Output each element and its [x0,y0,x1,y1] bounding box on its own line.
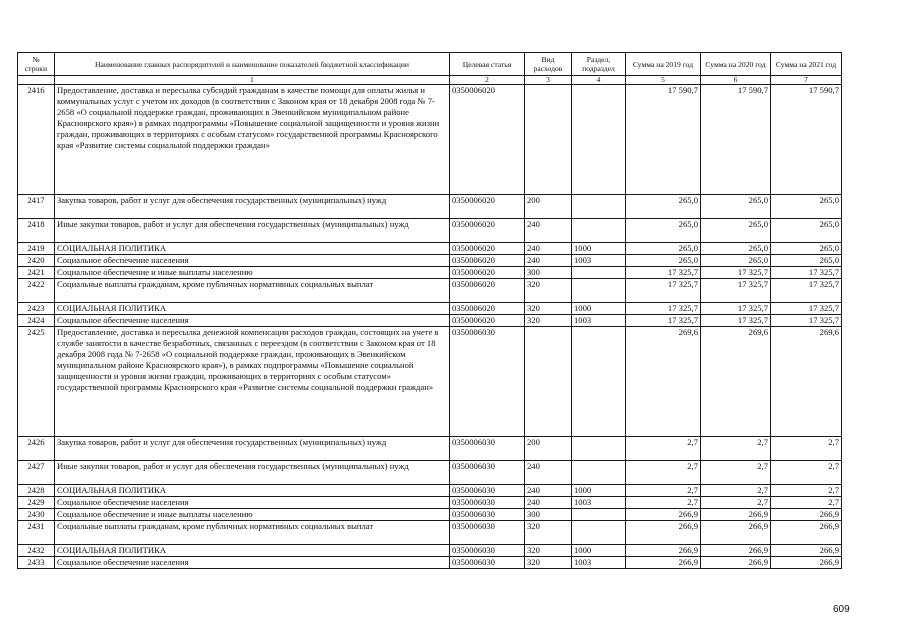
row-amount-2021: 266,9 [771,557,842,569]
row-section [572,85,626,195]
row-target-code: 0350006020 [450,279,525,303]
row-amount-2020: 17 325,7 [701,279,771,303]
row-name: Социальное обеспечение и иные выплаты населению [55,509,450,521]
row-target-code: 0350006030 [450,557,525,569]
table-row [18,509,842,521]
header-2020: Сумма на 2020 год [701,53,771,76]
table-row [18,195,842,219]
row-expense-kind: 200 [525,195,572,219]
row-amount-2020: 265,0 [701,195,771,219]
row-target-code: 0350006020 [450,243,525,255]
row-amount-2020: 17 590,7 [701,85,771,195]
row-amount-2019: 266,9 [626,545,701,557]
row-amount-2021: 2,7 [771,461,842,485]
row-expense-kind: 240 [525,255,572,267]
row-amount-2021: 17 325,7 [771,267,842,279]
row-number: 2427 [18,461,55,485]
row-number: 2419 [18,243,55,255]
row-amount-2021: 265,0 [771,255,842,267]
row-name: Социальное обеспечение населения [55,255,450,267]
row-amount-2021: 2,7 [771,485,842,497]
table-row [18,521,842,545]
column-number: 7 [771,76,842,85]
row-target-code: 0350006030 [450,327,525,437]
row-amount-2021: 265,0 [771,243,842,255]
column-number: 6 [701,76,771,85]
row-amount-2021: 266,9 [771,521,842,545]
row-amount-2020: 266,9 [701,509,771,521]
row-section [572,327,626,437]
table-row [18,327,842,437]
header-kind: Вид расходов [525,53,572,76]
row-expense-kind: 320 [525,315,572,327]
row-amount-2021: 266,9 [771,509,842,521]
row-number: 2423 [18,303,55,315]
column-number: 4 [572,76,626,85]
row-name: Социальные выплаты гражданам, кроме публичных нормативных социальных выплат [55,521,450,545]
row-target-code: 0350006030 [450,437,525,461]
table-row [18,267,842,279]
row-name: Закупка товаров, работ и услуг для обеспечения государственных (муниципальных) нужд [55,437,450,461]
row-expense-kind: 240 [525,219,572,243]
row-name: Предоставление, доставка и пересылка денежной компенсации расходов граждан, состоящих на учете в службе занятости в качестве безработных, связанных с переездом (в соответствии с Законом края от 18 декабря 2008 года № 7-2658 «О социальной поддержке граждан, проживающих в Эвенкийском муниципальном районе Красноярского края»), в рамках подпрограммы «Повышение социальной защищенности и уровня жизни граждан, проживающих в территориях с особым статусом» государственной программы Красноярского края «Развитие системы социальной поддержки граждан» [55,327,450,437]
row-amount-2020: 266,9 [701,557,771,569]
row-name: Социальные выплаты гражданам, кроме публичных нормативных социальных выплат [55,279,450,303]
row-section: 1003 [572,497,626,509]
row-expense-kind: 240 [525,243,572,255]
row-amount-2021: 2,7 [771,437,842,461]
row-amount-2021: 2,7 [771,497,842,509]
row-number: 2425 [18,327,55,437]
row-section: 1000 [572,303,626,315]
row-number: 2426 [18,437,55,461]
row-expense-kind: 300 [525,509,572,521]
row-amount-2021: 265,0 [771,219,842,243]
row-amount-2019: 265,0 [626,195,701,219]
table-row [18,437,842,461]
row-section [572,521,626,545]
row-amount-2020: 17 325,7 [701,267,771,279]
row-target-code: 0350006020 [450,267,525,279]
row-target-code: 0350006030 [450,521,525,545]
row-amount-2020: 266,9 [701,545,771,557]
row-amount-2020: 266,9 [701,521,771,545]
header-2019: Сумма на 2019 год [626,53,701,76]
table-row [18,85,842,195]
row-name: Социальное обеспечение и иные выплаты населению [55,267,450,279]
row-number: 2424 [18,315,55,327]
row-amount-2020: 2,7 [701,485,771,497]
row-name: Предоставление, доставка и пересылка субсидий гражданам в качестве помощи для оплаты жилья и коммунальных услуг с учетом их доходов (в соответствии с Законом края от 18 декабря 2008 года № 7-2658 «О социальной поддержке граждан, проживающих в Эвенкийском муниципальном районе Красноярского края») в рамках подпрограммы «Повышение социальной защищенности и уровня жизни граждан, проживающих в территориях с особым статусом» государственной программы Красноярского края «Развитие системы социальной поддержки граждан» [55,85,450,195]
row-target-code: 0350006020 [450,195,525,219]
table-row [18,219,842,243]
row-name: Социальное обеспечение населения [55,557,450,569]
row-target-code: 0350006030 [450,509,525,521]
header-row [18,53,842,76]
page-number: 609 [833,604,850,615]
row-amount-2021: 17 590,7 [771,85,842,195]
row-expense-kind: 320 [525,521,572,545]
row-number: 2417 [18,195,55,219]
table-row [18,303,842,315]
row-number: 2430 [18,509,55,521]
row-expense-kind: 300 [525,267,572,279]
row-section: 1000 [572,545,626,557]
row-number: 2428 [18,485,55,497]
row-target-code: 0350006030 [450,497,525,509]
column-number-row [18,76,842,85]
row-amount-2021: 17 325,7 [771,279,842,303]
column-number: 2 [450,76,525,85]
column-number: 5 [626,76,701,85]
row-number: 2421 [18,267,55,279]
row-expense-kind [525,327,572,437]
row-number: 2432 [18,545,55,557]
row-amount-2019: 17 325,7 [626,315,701,327]
row-amount-2019: 265,0 [626,219,701,243]
row-name: СОЦИАЛЬНАЯ ПОЛИТИКА [55,545,450,557]
table-row [18,315,842,327]
row-target-code: 0350006020 [450,85,525,195]
row-target-code: 0350006030 [450,485,525,497]
table-row [18,545,842,557]
row-amount-2020: 265,0 [701,219,771,243]
table-row [18,255,842,267]
row-number: 2433 [18,557,55,569]
row-target-code: 0350006020 [450,303,525,315]
row-target-code: 0350006020 [450,219,525,243]
row-amount-2020: 2,7 [701,461,771,485]
row-section: 1003 [572,315,626,327]
row-section [572,437,626,461]
row-name: Социальное обеспечение населения [55,497,450,509]
row-name: СОЦИАЛЬНАЯ ПОЛИТИКА [55,243,450,255]
row-target-code: 0350006020 [450,315,525,327]
table-row [18,497,842,509]
row-section: 1003 [572,557,626,569]
row-section [572,509,626,521]
row-amount-2021: 17 325,7 [771,315,842,327]
row-expense-kind: 240 [525,485,572,497]
row-amount-2019: 2,7 [626,461,701,485]
row-section [572,461,626,485]
row-name: Иные закупки товаров, работ и услуг для обеспечения государственных (муниципальных) нужд [55,461,450,485]
table-row [18,485,842,497]
row-amount-2020: 2,7 [701,437,771,461]
row-amount-2019: 269,6 [626,327,701,437]
row-amount-2019: 2,7 [626,497,701,509]
row-amount-2020: 265,0 [701,255,771,267]
row-amount-2021: 265,0 [771,195,842,219]
row-number: 2416 [18,85,55,195]
row-amount-2019: 17 590,7 [626,85,701,195]
row-section [572,219,626,243]
table-row [18,279,842,303]
row-name: СОЦИАЛЬНАЯ ПОЛИТИКА [55,485,450,497]
row-amount-2019: 266,9 [626,557,701,569]
row-number: 2429 [18,497,55,509]
column-number: 3 [525,76,572,85]
row-amount-2020: 2,7 [701,497,771,509]
row-expense-kind: 240 [525,461,572,485]
row-number: 2420 [18,255,55,267]
row-section [572,195,626,219]
row-name: Социальное обеспечение населения [55,315,450,327]
row-amount-2019: 17 325,7 [626,279,701,303]
row-amount-2019: 266,9 [626,521,701,545]
row-amount-2021: 269,6 [771,327,842,437]
header-2021: Сумма на 2021 год [771,53,842,76]
row-section: 1003 [572,255,626,267]
row-number: 2431 [18,521,55,545]
row-expense-kind: 320 [525,303,572,315]
row-expense-kind [525,85,572,195]
row-expense-kind: 320 [525,557,572,569]
column-number [18,76,55,85]
table-row [18,557,842,569]
row-section [572,267,626,279]
header-section: Раздел, подраздел [572,53,626,76]
row-section: 1000 [572,243,626,255]
row-amount-2021: 266,9 [771,545,842,557]
row-amount-2020: 269,6 [701,327,771,437]
row-target-code: 0350006030 [450,461,525,485]
header-name: Наименование главных распорядителей и наименование показателей бюджетной классификации [55,53,450,76]
row-amount-2019: 2,7 [626,485,701,497]
row-amount-2019: 266,9 [626,509,701,521]
row-section: 1000 [572,485,626,497]
row-expense-kind: 320 [525,279,572,303]
row-name: Иные закупки товаров, работ и услуг для обеспечения государственных (муниципальных) нужд [55,219,450,243]
row-name: СОЦИАЛЬНАЯ ПОЛИТИКА [55,303,450,315]
row-expense-kind: 320 [525,545,572,557]
column-number: 1 [55,76,450,85]
row-target-code: 0350006020 [450,255,525,267]
table-row [18,243,842,255]
row-number: 2418 [18,219,55,243]
row-amount-2020: 17 325,7 [701,315,771,327]
table-row [18,461,842,485]
header-target: Целевая статья [450,53,525,76]
row-amount-2019: 265,0 [626,255,701,267]
row-amount-2021: 17 325,7 [771,303,842,315]
row-amount-2019: 265,0 [626,243,701,255]
budget-table [17,52,842,569]
row-expense-kind: 240 [525,497,572,509]
row-expense-kind: 200 [525,437,572,461]
row-amount-2019: 17 325,7 [626,267,701,279]
row-section [572,279,626,303]
row-amount-2019: 17 325,7 [626,303,701,315]
row-target-code: 0350006030 [450,545,525,557]
row-name: Закупка товаров, работ и услуг для обеспечения государственных (муниципальных) нужд [55,195,450,219]
row-amount-2019: 2,7 [626,437,701,461]
row-amount-2020: 265,0 [701,243,771,255]
row-number: 2422 [18,279,55,303]
header-row-no: № строки [18,53,55,76]
row-amount-2020: 17 325,7 [701,303,771,315]
